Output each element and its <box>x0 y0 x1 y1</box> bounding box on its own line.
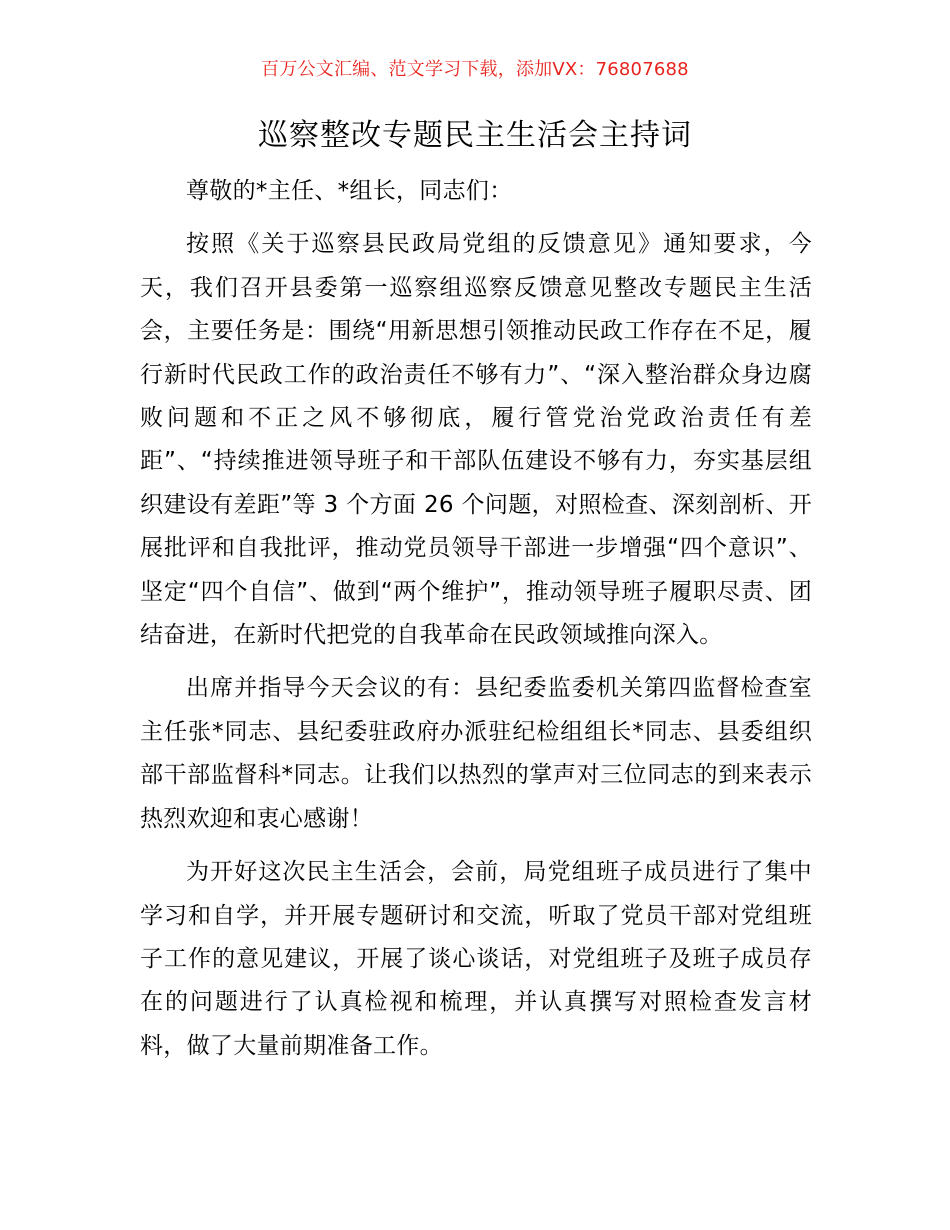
paragraph-1: 按照《关于巡察县民政局党组的反馈意见》通知要求，今天，我们召开县委第一巡察组巡察反馈意见整改专题民主生活会，主要任务是：围绕“用新思想引领推动民政工作存在不足，履行新时代民政工作的政治责任不够有力”、“深入整治群众身边腐败问题和不正之风不够彻底，履行管党治党政治责任有差距”、“持续推进领导班子和干部队伍建设不够有力，夯实基层组织建设有差距”等 3 个方面 26 个问题，对照检查、深刻剖析、开展批评和自我批评，推动党员领导干部进一步增强“四个意识”、坚定“四个自信”、做到“两个维护”，推动领导班子履职尽责、团结奋进，在新时代把党的自我革命在民政领域推向深入。 <box>140 231 812 649</box>
document-title: 巡察整改专题民主生活会主持词 <box>258 118 692 153</box>
document-body <box>140 170 812 1068</box>
salutation: 尊敬的*主任、*组长，同志们： <box>186 178 513 204</box>
paragraph-2: 出席并指导今天会议的有：县纪委监委机关第四监督检查室主任张*同志、县纪委驻政府办派驻纪检组组长*同志、县委组织部干部监督科*同志。让我们以热烈的掌声对三位同志的到来表示热烈欢迎和衷心感谢！ <box>140 675 812 832</box>
download-banner: 百万公文汇编、范文学习下载，添加VX：76807688 <box>261 59 689 80</box>
paragraph-3: 为开好这次民主生活会，会前，局党组班子成员进行了集中学习和自学，并开展专题研讨和交流，听取了党员干部对党组班子工作的意见建议，开展了谈心谈话，对党组班子及班子成员存在的问题进行了认真检视和梳理，并认真撰写对照检查发言材料，做了大量前期准备工作。 <box>140 859 812 1059</box>
